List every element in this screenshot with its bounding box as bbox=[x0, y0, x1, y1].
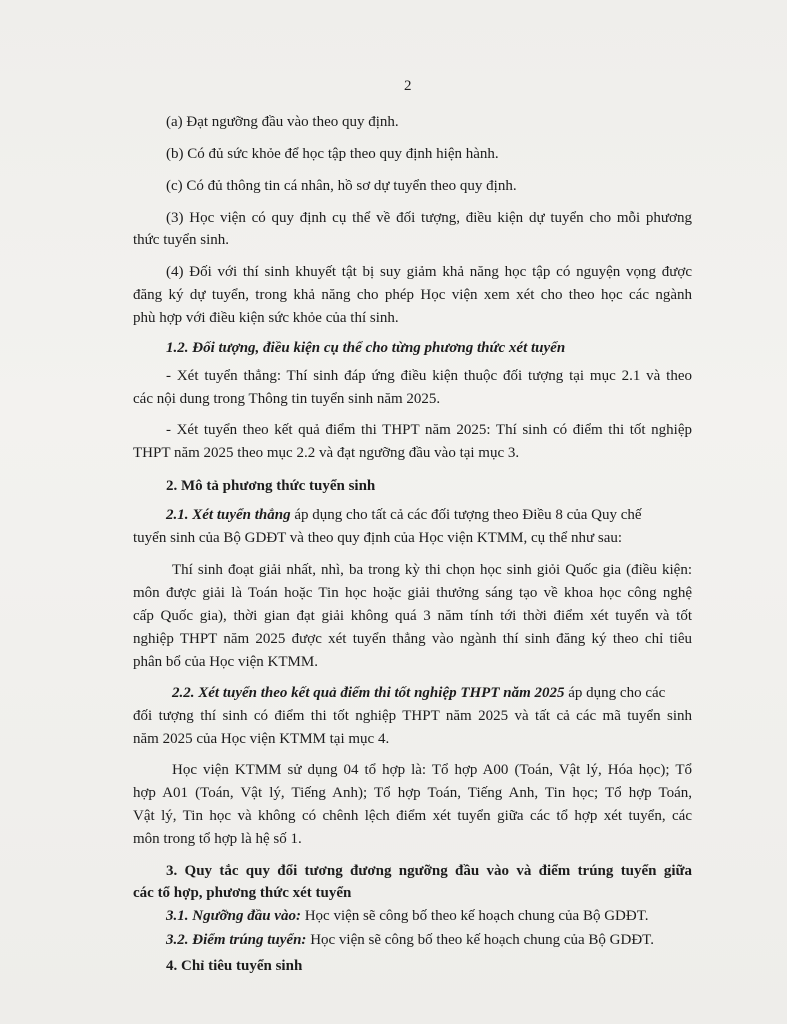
s31-title: 3.1. Ngưỡng đầu vào: bbox=[166, 908, 301, 924]
s32-line bbox=[166, 928, 654, 952]
para3-line1: (3) Học viện có quy định cụ thể về đối tượng, điều kiện dự tuyển cho mỗi phương bbox=[166, 210, 692, 226]
para3-line2: thức tuyển sinh. bbox=[133, 232, 230, 248]
s22-line1-rest: áp dụng cho các bbox=[564, 685, 666, 701]
heading-1-2: 1.2. Đối tượng, điều kiện cụ thể cho từng phương thức xét tuyển bbox=[166, 340, 566, 356]
s21-line1-rest: áp dụng cho tất cả các đối tượng theo Điều 8 của Quy chế bbox=[290, 507, 642, 523]
s22-line1 bbox=[172, 681, 665, 705]
combos-line1: Học viện KTMM sử dụng 04 tổ hợp là: Tổ hợp A00 (Toán, Vật lý, Hóa học); Tổ bbox=[172, 762, 692, 778]
heading-3-line2: các tổ hợp, phương thức xét tuyển bbox=[133, 885, 352, 901]
page-number: 2 bbox=[404, 78, 412, 94]
condition-c: (c) Có đủ thông tin cá nhân, hồ sơ dự tuyển theo quy định. bbox=[166, 178, 517, 194]
s22-title: 2.2. Xét tuyển theo kết quả điểm thi tốt nghiệp THPT năm 2025 bbox=[172, 685, 565, 701]
s21-title: 2.1. Xét tuyển thẳng bbox=[166, 507, 291, 523]
award-line2: môn được giải là Toán hoặc Tin học hoặc giải thưởng sáng tạo về khoa học công nghệ bbox=[133, 585, 692, 601]
combos-line2: hợp A01 (Toán, Vật lý, Tiếng Anh); Tổ hợp Toán, Tiếng Anh, Tin học; Tổ hợp Toán, bbox=[133, 785, 692, 801]
award-line4: nghiệp THPT năm 2025 được xét tuyển thẳng vào ngành thí sinh đăng ký theo chỉ tiêu bbox=[133, 631, 692, 647]
condition-a: (a) Đạt ngưỡng đầu vào theo quy định. bbox=[166, 114, 399, 130]
s22-line3: năm 2025 của Học viện KTMM tại mục 4. bbox=[133, 731, 390, 747]
s21-line2: tuyển sinh của Bộ GDĐT và theo quy định của Học viện KTMM, cụ thể như sau: bbox=[133, 530, 623, 546]
heading-4: 4. Chỉ tiêu tuyển sinh bbox=[166, 958, 303, 974]
byscore-line2: THPT năm 2025 theo mục 2.2 và đạt ngưỡng đầu vào tại mục 3. bbox=[133, 445, 520, 461]
s32-rest: Học viện sẽ công bố theo kế hoạch chung của Bộ GDĐT. bbox=[306, 932, 654, 948]
byscore-line1: - Xét tuyển theo kết quả điểm thi THPT năm 2025: Thí sinh có điểm thi tốt nghiệp bbox=[166, 422, 692, 438]
para4-line1: (4) Đối với thí sinh khuyết tật bị suy giảm khả năng học tập có nguyện vọng được bbox=[166, 264, 692, 280]
direct-line1: - Xét tuyển thẳng: Thí sinh đáp ứng điều kiện thuộc đối tượng tại mục 2.1 và theo bbox=[166, 368, 692, 384]
s32-title: 3.2. Điểm trúng tuyển: bbox=[166, 932, 307, 948]
condition-b: (b) Có đủ sức khỏe để học tập theo quy định hiện hành. bbox=[166, 146, 499, 162]
s22-line2: đối tượng thí sinh có điểm thi tốt nghiệp THPT năm 2025 và tất cả các mã tuyển sinh bbox=[133, 708, 692, 724]
combos-line4: môn trong tổ hợp là hệ số 1. bbox=[133, 831, 302, 847]
s31-line bbox=[166, 904, 649, 928]
award-line5: phân bổ của Học viện KTMM. bbox=[133, 654, 318, 670]
combos-line3: Vật lý, Tin học và không có chênh lệch điểm xét tuyển giữa các tổ hợp xét tuyển, các bbox=[133, 808, 692, 824]
para4-line2: đăng ký dự tuyển, trong khả năng cho phép Học viện xem xét cho theo học các ngành bbox=[133, 287, 692, 303]
award-line3: cấp Quốc gia), thời gian đạt giải không quá 3 năm tính tới thời điểm xét tuyển và tốt bbox=[133, 608, 692, 624]
s21-line1 bbox=[166, 503, 642, 527]
para4-line3: phù hợp với điều kiện sức khỏe của thí sinh. bbox=[133, 310, 399, 326]
heading-2: 2. Mô tả phương thức tuyển sinh bbox=[166, 478, 376, 494]
direct-line2: các nội dung trong Thông tin tuyển sinh năm 2025. bbox=[133, 391, 441, 407]
heading-3-line1: 3. Quy tắc quy đổi tương đương ngưỡng đầu vào và điểm trúng tuyển giữa bbox=[166, 863, 692, 879]
award-line1: Thí sinh đoạt giải nhất, nhì, ba trong kỳ thi chọn học sinh giỏi Quốc gia (điều kiện: bbox=[172, 562, 692, 578]
s31-rest: Học viện sẽ công bố theo kế hoạch chung của Bộ GDĐT. bbox=[300, 908, 649, 924]
